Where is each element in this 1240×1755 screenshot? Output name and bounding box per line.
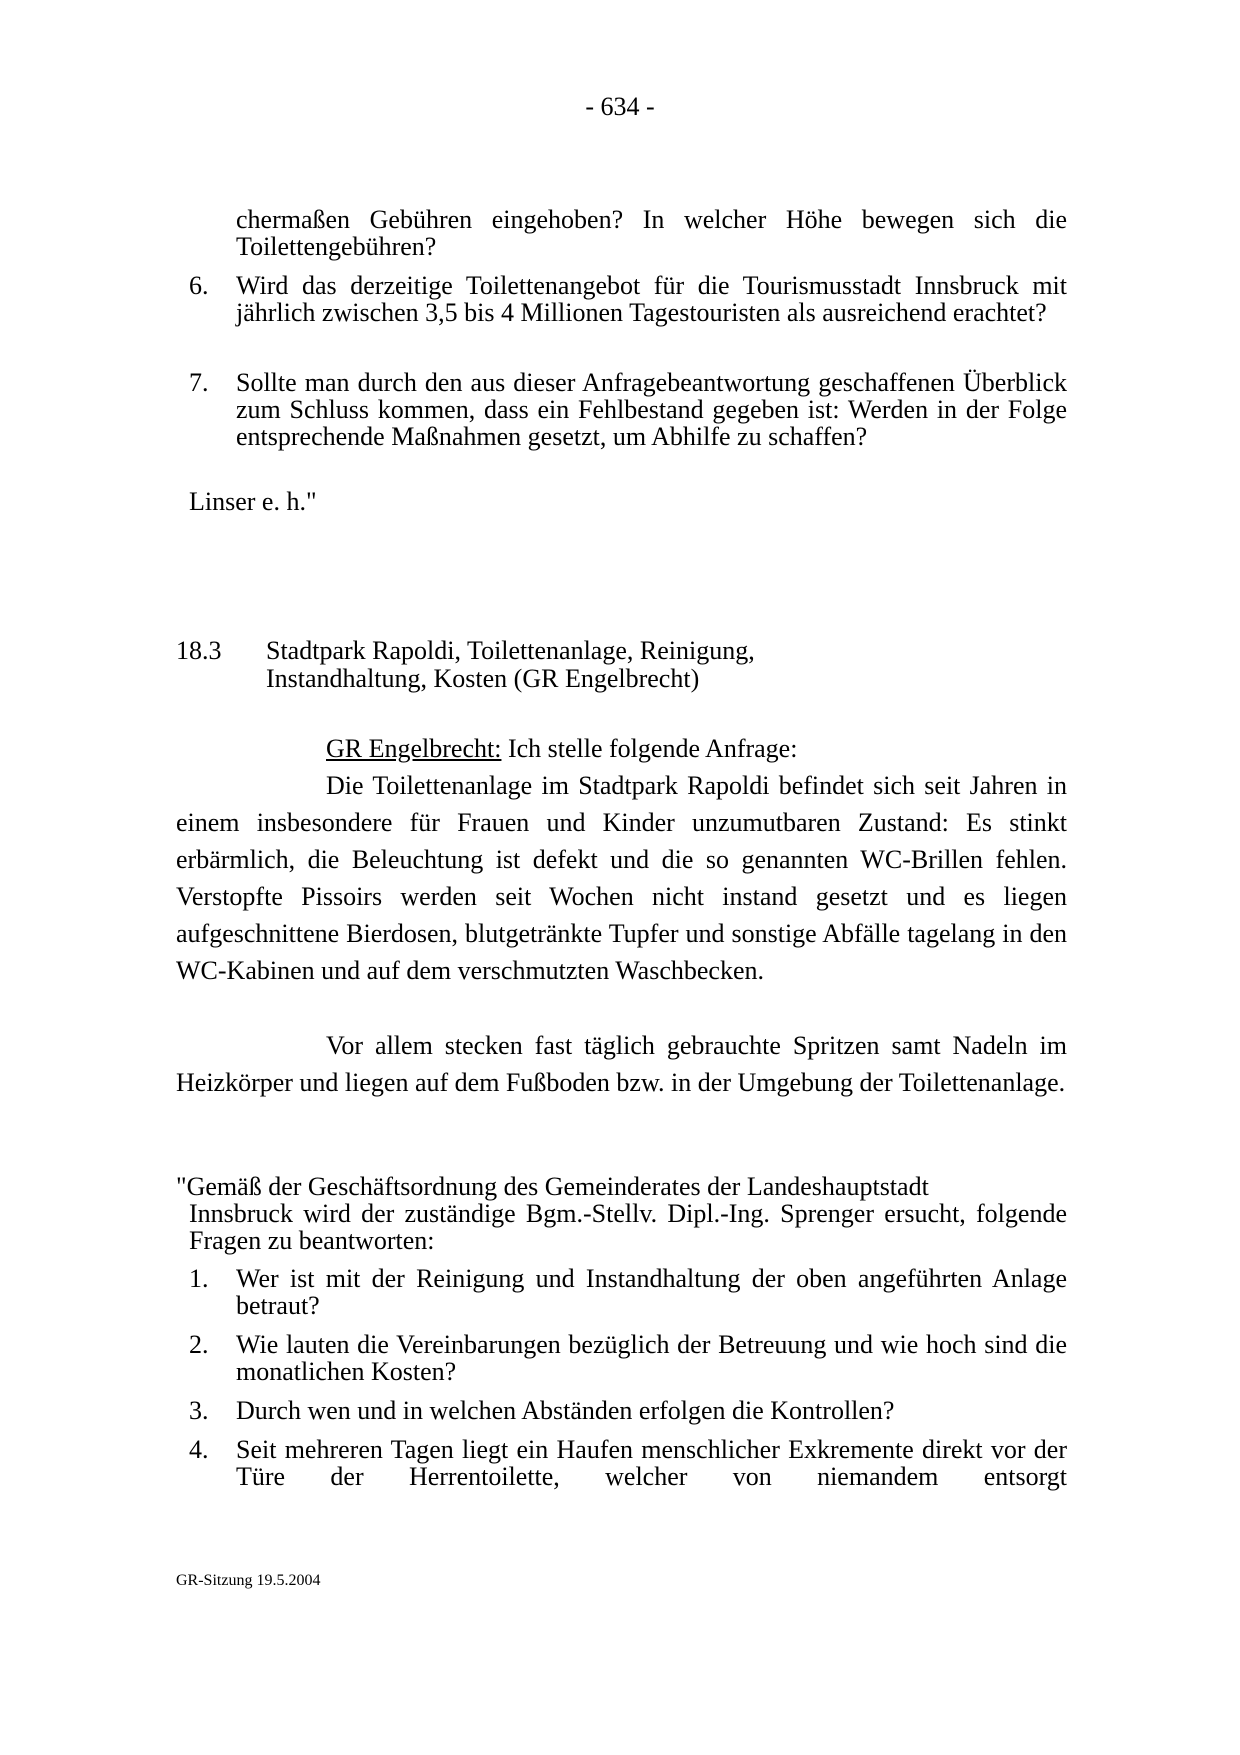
speech-paragraph: Die Toilettenanlage im Stadtpark Rapoldi befindet sich seit Jahren in einem insbesondere für Frauen und Kinder unzumutbaren Zustand: Es stinkt erbärmlich, die Beleuchtung ist defekt und die so genannten WC-Brillen fehlen. Verstopfte Pissoirs werden seit Wochen nicht instand gesetzt und es liegen aufgeschnittene Bierdosen, blutgetränkte Tupfer und sonstige Abfälle tagelang in den WC-Kabinen und auf dem verschmutzten Waschbecken. [176,771,1067,985]
speech-intro-text: Ich stelle folgende Anfrage: [501,734,798,763]
list-item: Sollte man durch den aus dieser Anfragebeantwortung geschaffenen Überblick zum Schluss kommen, dass ein Fehlbestand gegeben ist: Werden in der Folge entsprechende Maßnahmen gesetzt, um Abhilfe zu schaffen? [236,368,1067,451]
section-number: 18.3 [176,636,222,665]
list-item: Wie lauten die Vereinbarungen bezüglich der Betreuung und wie hoch sind die monatlichen Kosten? [236,1330,1067,1386]
page-number: - 634 - [585,92,655,121]
list-item: Seit mehreren Tagen liegt ein Haufen menschlicher Exkremente direkt vor der Türe der Herrentoilette, welcher von niemandem entsorgt [236,1435,1067,1491]
speech-intro [176,730,1067,767]
section-title: Stadtpark Rapoldi, Toilettenanlage, Reinigung, Instandhaltung, Kosten (GR Engelbrecht) [266,636,755,693]
speaker-name: GR Engelbrecht: [326,734,502,763]
speech-paragraph: Vor allem stecken fast täglich gebrauchte Spritzen samt Nadeln im Heizkörper und liegen auf dem Fußboden bzw. in der Umgebung der Toilettenanlage. [176,1031,1067,1097]
request-line-first: "Gemäß der Geschäftsordnung des Gemeinderates der Landeshauptstadt [176,1172,929,1201]
list-item-number: 6. [189,271,209,300]
footer-session-date: GR-Sitzung 19.5.2004 [176,1572,321,1589]
request-text: Innsbruck wird der zuständige Bgm.-Stellv. Dipl.-Ing. Sprenger ersucht, folgende Fragen zu beantworten: [189,1199,1067,1255]
signature: Linser e. h." [189,487,317,516]
list-item-number: 1. [189,1264,209,1293]
list-item: Wer ist mit der Reinigung und Instandhaltung der oben angeführten Anlage betraut? [236,1264,1067,1320]
list-item: Durch wen und in welchen Abständen erfolgen die Kontrollen? [236,1396,895,1425]
list-item-number: 2. [189,1330,209,1359]
list-item-number: 7. [189,368,209,397]
list-item-number: 4. [189,1435,209,1464]
continuation-text: chermaßen Gebühren eingehoben? In welcher Höhe bewegen sich die Toilettengebühren? [236,205,1067,261]
list-item: Wird das derzeitige Toilettenangebot für die Tourismusstadt Innsbruck mit jährlich zwischen 3,5 bis 4 Millionen Tagestouristen als ausreichend erachtet? [236,271,1067,327]
list-item-number: 3. [189,1396,209,1425]
